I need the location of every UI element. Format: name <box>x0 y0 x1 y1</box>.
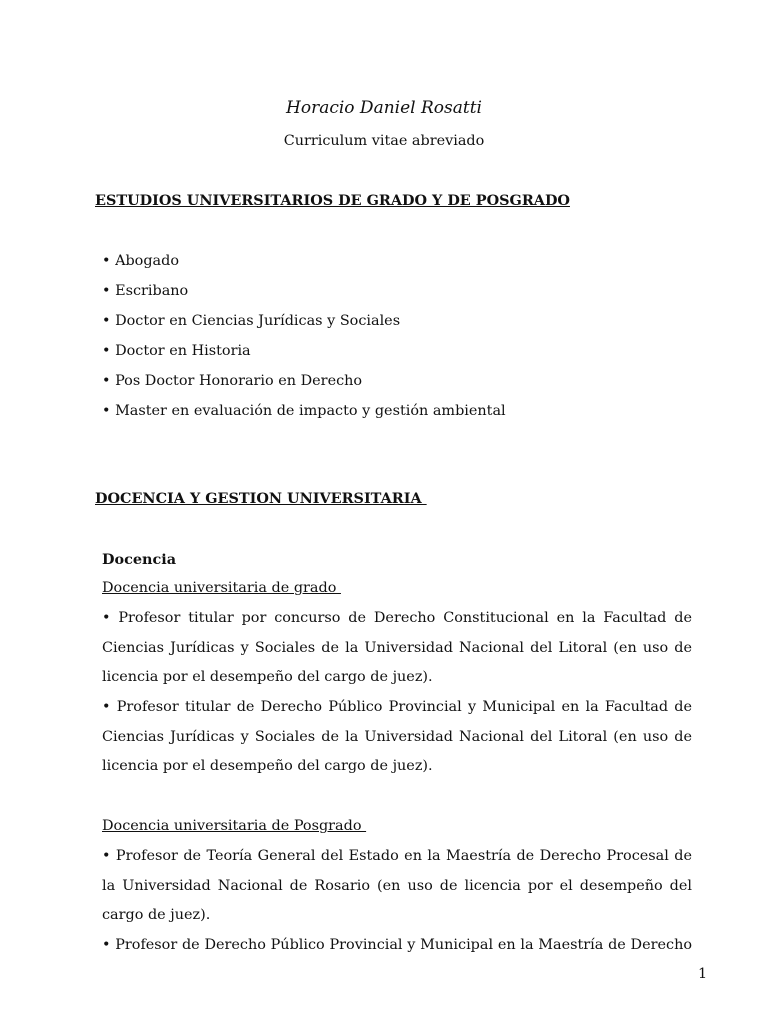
paragraph: • Profesor de Derecho Público Provincial y Municipal en la Maestría de Derecho <box>102 937 692 953</box>
document-subtitle: Curriculum vitae abreviado <box>283 133 485 149</box>
list-item: • Doctor en Ciencias Jurídicas y Sociales <box>102 313 401 329</box>
author-name: Horacio Daniel Rosatti <box>286 98 482 118</box>
paragraph: • Profesor titular de Derecho Público Provincial y Municipal en la Facultad de Ciencias Jurídicas y Sociales de la Universidad Nacional del Litoral (en uso de licencia por el desempeño del cargo de juez). <box>102 699 692 775</box>
section-heading-teaching: DOCENCIA Y GESTION UNIVERSITARIA <box>95 490 427 507</box>
subheading-postgrad-teaching: Docencia universitaria de Posgrado <box>102 818 367 834</box>
list-item: • Doctor en Historia <box>102 343 251 359</box>
list-item: • Pos Doctor Honorario en Derecho <box>102 373 363 389</box>
list-item: • Abogado <box>102 253 179 269</box>
subheading-docencia: Docencia <box>102 551 177 568</box>
subheading-undergrad-teaching: Docencia universitaria de grado <box>102 580 341 596</box>
section-heading-degrees: ESTUDIOS UNIVERSITARIOS DE GRADO Y DE POSGRADO <box>95 192 570 209</box>
page-number: 1 <box>698 966 708 982</box>
paragraph: • Profesor titular por concurso de Derecho Constitucional en la Facultad de Ciencias Jurídicas y Sociales de la Universidad Nacional del Litoral (en uso de licencia por el desempeño del cargo de juez). <box>102 610 692 686</box>
degree-list <box>102 250 506 430</box>
list-item: • Escribano <box>102 283 189 299</box>
paragraph: • Profesor de Teoría General del Estado en la Maestría de Derecho Procesal de la Universidad Nacional de Rosario (en uso de licencia por el desempeño del cargo de juez). <box>102 848 692 924</box>
list-item: • Master en evaluación de impacto y gestión ambiental <box>102 403 506 419</box>
